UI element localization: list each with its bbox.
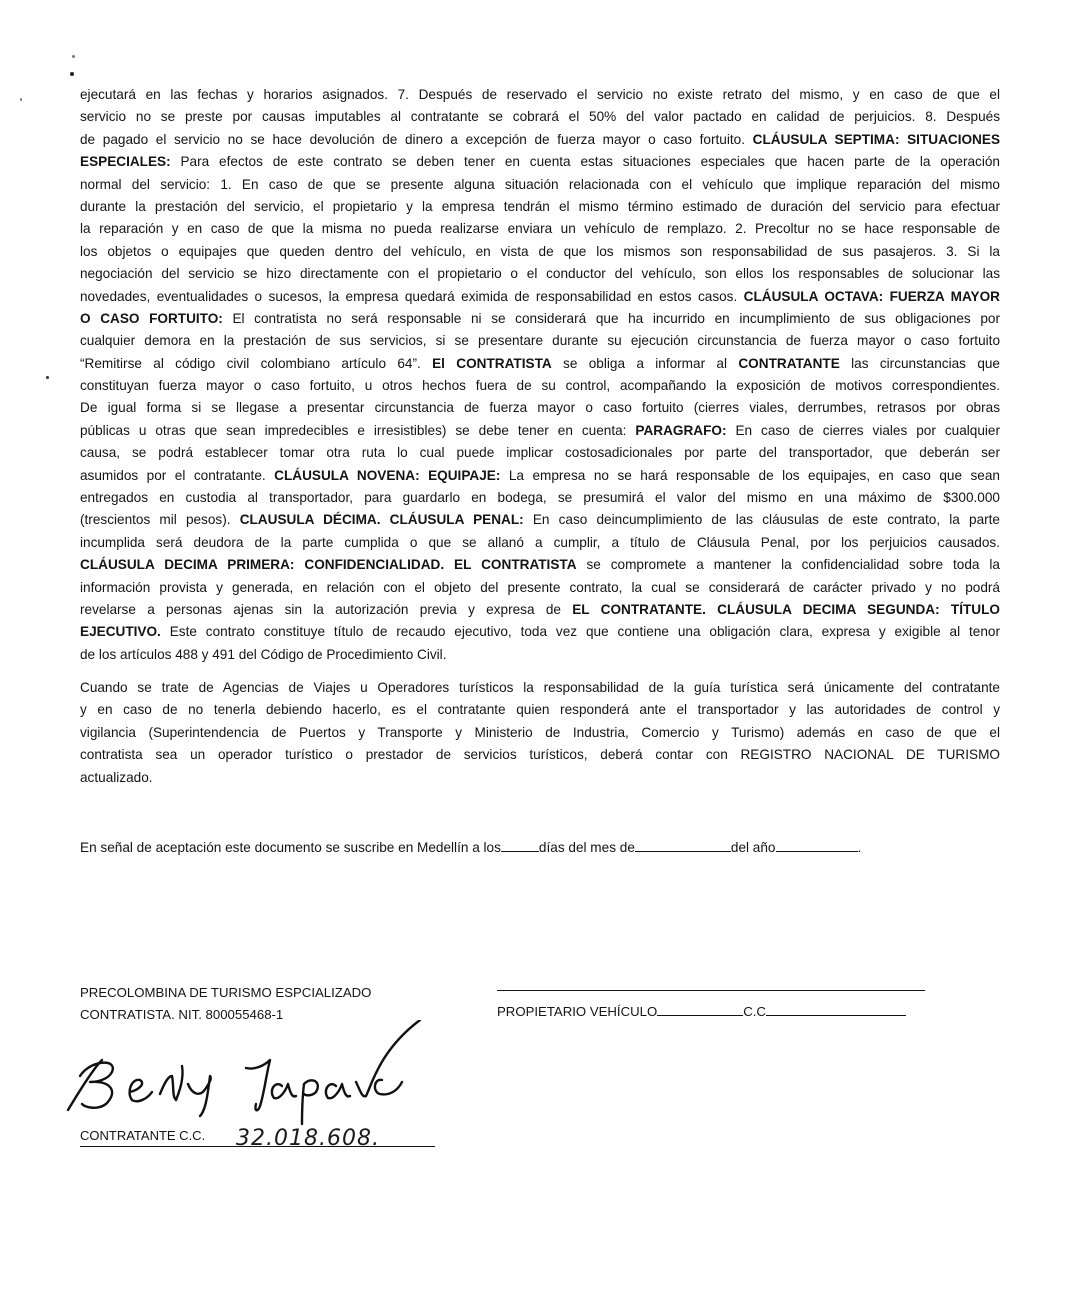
body-text: incumplida será deudora de la parte cumplida o que se allanó a cumplir, a título de Cláusula Penal, por los perjuicios causados. xyxy=(80,534,1000,550)
cc-blank-field[interactable] xyxy=(766,1001,906,1016)
propietario-label: PROPIETARIO VEHÍCULO xyxy=(497,1004,658,1019)
text-line xyxy=(80,375,1000,397)
body-text: se obliga a informar al xyxy=(551,355,739,371)
body-text: En caso de cierres viales por cualquier xyxy=(726,422,1000,438)
text-line xyxy=(80,644,1000,666)
clause-heading: CLAUSULA DÉCIMA. CLÁUSULA PENAL: xyxy=(239,512,524,528)
contract-clauses-paragraph xyxy=(80,84,1000,666)
text-line xyxy=(80,174,1000,196)
clause-heading: ESPECIALES: xyxy=(80,154,171,170)
propietario-blank-field[interactable] xyxy=(657,1001,743,1016)
acceptance-text: días del mes de xyxy=(538,840,635,855)
body-text: causa, se podrá establecer tomar otra ruta lo cual puede implicar costosadicionales por parte del transportador, que deberán ser xyxy=(80,445,1000,461)
text-line xyxy=(80,420,1000,442)
tourism-agencies-paragraph xyxy=(80,677,1000,789)
body-text: El contratista no será responsable ni se considerará que ha incurrido en incumplimiento de sus obligaciones por xyxy=(222,310,1000,326)
contratista-nit: CONTRATISTA. NIT. 800055468-1 xyxy=(80,1007,284,1022)
body-text: servicio no se preste por causas imputables al contratante se cobrará el 50% del valor pactado en calidad de perjuicios. 8. Después xyxy=(80,109,1000,125)
text-line xyxy=(80,767,1000,789)
clause-heading: EJECUTIVO. xyxy=(80,624,161,640)
clause-heading: O CASO FORTUITO: xyxy=(80,310,223,326)
clause-heading: CLÁUSULA NOVENA: EQUIPAJE: xyxy=(274,467,501,483)
body-text: (trescientos mil pesos). xyxy=(80,512,240,528)
body-text: contratista sea un operador turístico o prestador de servicios turísticos, deberá contar con REGISTRO NACIONAL DE TURISMO xyxy=(80,747,1000,763)
acceptance-text: . xyxy=(857,840,862,855)
acceptance-statement xyxy=(80,837,861,859)
text-line xyxy=(80,487,1000,509)
body-text: entregados en custodia al transportador, para guardarlo en bodega, se presumirá el valor del mismo en una máximo de $300.000 xyxy=(80,490,1000,506)
text-line xyxy=(80,241,1000,263)
text-line xyxy=(80,308,1000,330)
text-line xyxy=(80,577,1000,599)
handwritten-cc-number: 32.018.608. xyxy=(236,1126,380,1151)
text-line xyxy=(80,677,1000,699)
clause-heading: PARAGRAFO: xyxy=(635,422,727,438)
text-line xyxy=(80,106,1000,128)
text-line xyxy=(80,218,1000,240)
month-blank-field[interactable] xyxy=(635,837,731,852)
body-text: normal del servicio: 1. En caso de que se presente alguna situación relacionada con el vehículo que implique reparación del mismo xyxy=(80,176,1000,192)
clause-heading: EL CONTRATANTE. CLÁUSULA DECIMA SEGUNDA: TÍTULO xyxy=(572,601,1000,617)
text-line xyxy=(80,599,1000,621)
clause-heading: CLÁUSULA DECIMA PRIMERA: CONFIDENCIALIDAD. EL CONTRATISTA xyxy=(80,557,577,573)
text-line xyxy=(80,263,1000,285)
scan-speck xyxy=(46,376,49,379)
text-line xyxy=(80,442,1000,464)
body-text: cualquier demora en la prestación de sus servicios, si se presentare durante su ejecución circunstancia de fuerza mayor o caso fortuito xyxy=(80,333,1000,349)
clause-heading: CONTRATANTE xyxy=(738,355,840,371)
body-text: los objetos o equipajes que queden dentro del vehículo, en vista de que los mismos son responsabilidad de sus pasajeros. 3. Si la xyxy=(80,243,1000,259)
text-line xyxy=(80,397,1000,419)
text-line xyxy=(80,722,1000,744)
contratante-block xyxy=(80,1128,205,1143)
body-text: y en caso de no tenerla debiendo hacerlo, es el contratante quien responderá ante el transportador y las autoridades de control y xyxy=(80,702,1000,718)
scan-speck xyxy=(20,98,22,101)
body-text: De igual forma si se llegase a presentar circunstancia de fuerza mayor o caso fortuito (cierres viales, derrumbes, retrasos por obras xyxy=(80,400,1000,416)
body-text: actualizado. xyxy=(80,769,153,785)
scan-speck xyxy=(70,72,74,76)
text-line xyxy=(80,744,1000,766)
text-line xyxy=(80,621,1000,643)
body-text: “Remitirse al código civil colombiano artículo 64”. xyxy=(80,355,433,371)
contratante-label: CONTRATANTE C.C. xyxy=(80,1128,206,1143)
body-text: La empresa no se hará responsable de los equipajes, en caso que sean xyxy=(500,467,1000,483)
acceptance-text: En señal de aceptación este documento se suscribe en Medellín a los xyxy=(80,840,501,855)
body-text: información provista y generada, en relación con el objeto del presente contrato, la cual se considerará de carácter privado y no podrá xyxy=(80,579,1000,595)
body-text: vigilancia (Superintendencia de Puertos y Transporte y Ministerio de Industria, Comercio y Turismo) además en caso de que el xyxy=(80,724,1000,740)
body-text: Para efectos de este contrato se deben tener en cuenta estas situaciones especiales que hacen parte de la operación xyxy=(170,154,1000,170)
company-name: PRECOLOMBINA DE TURISMO ESPCIALIZADO xyxy=(80,985,372,1000)
body-text: de los artículos 488 y 491 del Código de Procedimiento Civil. xyxy=(80,646,447,662)
scan-speck xyxy=(72,55,75,58)
text-line xyxy=(80,465,1000,487)
year-blank-field[interactable] xyxy=(776,837,858,852)
body-text: se compromete a mantener la confidencialidad sobre toda la xyxy=(576,557,1000,573)
body-text: durante la prestación del servicio, el propietario y la empresa tendrán el mismo término estimado de duración del servicio para efectuar xyxy=(80,198,1000,214)
acceptance-text: del año xyxy=(730,840,776,855)
propietario-block xyxy=(497,990,925,1019)
text-line xyxy=(80,151,1000,173)
text-line xyxy=(80,353,1000,375)
body-text: la reparación y en caso de que la misma no pueda realizarse enviara un vehículo de remplazo. 2. Precoltur no se hace responsable de xyxy=(80,221,1000,237)
cc-label: C.C xyxy=(743,1004,766,1019)
text-line xyxy=(80,554,1000,576)
body-text: constituyan fuerza mayor o caso fortuito, u otros hechos fuera de su control, acompañando la exposición de motivos correspondientes. xyxy=(80,378,1000,394)
text-line xyxy=(80,532,1000,554)
clause-heading: El CONTRATISTA xyxy=(432,355,552,371)
body-text: En caso deincumplimiento de las cláusulas de este contrato, la parte xyxy=(523,512,1000,528)
body-text: públicas u otras que sean impredecibles e irresistibles) se debe tener en cuenta: xyxy=(80,422,636,438)
day-blank-field[interactable] xyxy=(501,837,539,852)
body-text: asumidos por el contratante. xyxy=(80,467,275,483)
signature-line xyxy=(497,990,925,991)
body-text: revelarse a personas ajenas sin la autorización previa y expresa de xyxy=(80,601,573,617)
body-text: negociación del servicio se hizo directamente con el propietario o el conductor del vehículo, son ellos los responsables de solucionar las xyxy=(80,266,1000,282)
body-text: Cuando se trate de Agencias de Viajes u Operadores turísticos la responsabilidad de la guía turística será únicamente del contratante xyxy=(80,680,1000,695)
clause-heading: CLÁUSULA OCTAVA: FUERZA MAYOR xyxy=(743,288,1000,304)
text-line xyxy=(80,129,1000,151)
text-line xyxy=(80,699,1000,721)
clause-heading: CLÁUSULA SEPTIMA: SITUACIONES xyxy=(752,131,1001,147)
text-line xyxy=(80,330,1000,352)
body-text: Este contrato constituye título de recaudo ejecutivo, toda vez que contiene una obligación clara, expresa y exigible al tenor xyxy=(160,624,1000,640)
body-text: novedades, eventualidades o sucesos, la empresa quedará eximida de responsabilidad en estos casos. xyxy=(80,288,744,304)
body-text: ejecutará en las fechas y horarios asignados. 7. Después de reservado el servicio no existe retrato del mismo, y en caso de que el xyxy=(80,87,1000,102)
text-line xyxy=(80,509,1000,531)
body-text: las circunstancias que xyxy=(839,355,1000,371)
text-line xyxy=(80,84,1000,106)
body-text: de pagado el servicio no se hace devolución de dinero a excepción de fuerza mayor o caso fortuito. xyxy=(80,131,753,147)
text-line xyxy=(80,196,1000,218)
text-line xyxy=(80,286,1000,308)
handwritten-signature xyxy=(60,1020,460,1130)
